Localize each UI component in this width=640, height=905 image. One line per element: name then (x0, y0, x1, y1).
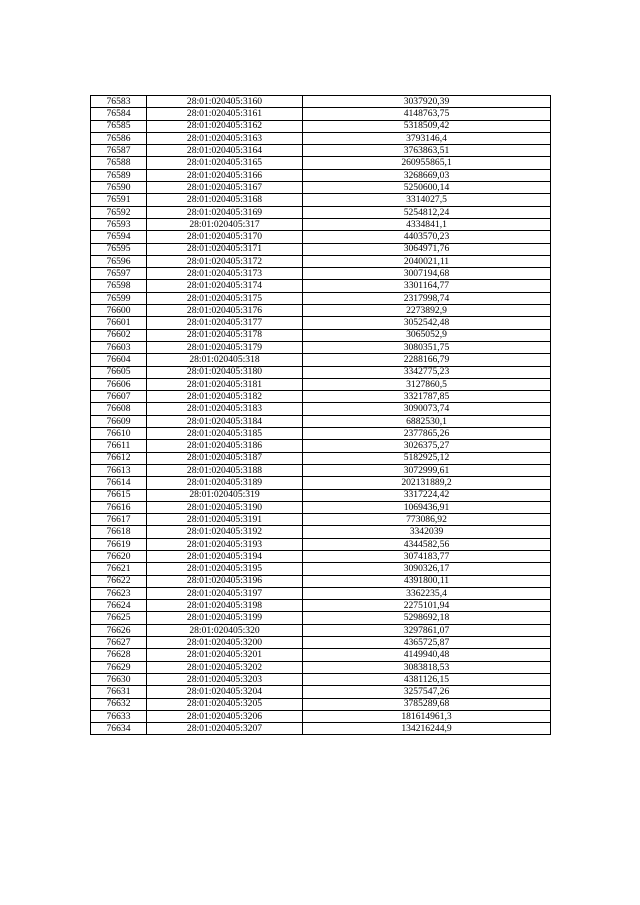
cadastral-number-cell: 28:01:020405:319 (147, 489, 303, 501)
row-number-cell: 76634 (91, 723, 147, 735)
value-cell: 1069436,91 (303, 501, 551, 513)
row-number-cell: 76601 (91, 317, 147, 329)
cadastral-number-cell: 28:01:020405:3186 (147, 440, 303, 452)
table-row (91, 649, 551, 661)
cadastral-number-cell: 28:01:020405:3194 (147, 550, 303, 562)
table-row (91, 686, 551, 698)
cadastral-number-cell: 28:01:020405:3165 (147, 157, 303, 169)
value-cell: 4334841,1 (303, 218, 551, 230)
value-cell: 4365725,87 (303, 637, 551, 649)
table-row (91, 428, 551, 440)
table-row (91, 403, 551, 415)
cadastral-number-cell: 28:01:020405:3185 (147, 428, 303, 440)
value-cell: 3321787,85 (303, 391, 551, 403)
row-number-cell: 76628 (91, 649, 147, 661)
value-cell: 2273892,9 (303, 305, 551, 317)
table-row (91, 280, 551, 292)
value-cell: 6882530,1 (303, 415, 551, 427)
value-cell: 3080351,75 (303, 341, 551, 353)
value-cell: 2288166,79 (303, 354, 551, 366)
value-cell: 3342775,23 (303, 366, 551, 378)
cadastral-number-cell: 28:01:020405:3178 (147, 329, 303, 341)
row-number-cell: 76605 (91, 366, 147, 378)
row-number-cell: 76595 (91, 243, 147, 255)
row-number-cell: 76600 (91, 305, 147, 317)
value-cell: 3268669,03 (303, 169, 551, 181)
cadastral-number-cell: 28:01:020405:3192 (147, 526, 303, 538)
table-row (91, 501, 551, 513)
cadastral-number-cell: 28:01:020405:3198 (147, 600, 303, 612)
table-row (91, 378, 551, 390)
cadastral-number-cell: 28:01:020405:3189 (147, 477, 303, 489)
value-cell: 4344582,56 (303, 538, 551, 550)
value-cell: 3793146,4 (303, 132, 551, 144)
value-cell: 3342039 (303, 526, 551, 538)
cadastral-number-cell: 28:01:020405:3173 (147, 268, 303, 280)
row-number-cell: 76629 (91, 661, 147, 673)
cadastral-number-cell: 28:01:020405:3171 (147, 243, 303, 255)
value-cell: 3317224,42 (303, 489, 551, 501)
row-number-cell: 76631 (91, 686, 147, 698)
row-number-cell: 76587 (91, 145, 147, 157)
row-number-cell: 76617 (91, 514, 147, 526)
row-number-cell: 76614 (91, 477, 147, 489)
value-cell: 181614961,3 (303, 710, 551, 722)
value-cell: 3026375,27 (303, 440, 551, 452)
value-cell: 4381126,15 (303, 673, 551, 685)
row-number-cell: 76604 (91, 354, 147, 366)
value-cell: 2040021,11 (303, 255, 551, 267)
value-cell: 3297861,07 (303, 624, 551, 636)
table-row (91, 243, 551, 255)
value-cell: 3083818,53 (303, 661, 551, 673)
value-cell: 3785289,68 (303, 698, 551, 710)
value-cell: 3362235,4 (303, 587, 551, 599)
cadastral-number-cell: 28:01:020405:317 (147, 218, 303, 230)
table-row (91, 538, 551, 550)
row-number-cell: 76594 (91, 231, 147, 243)
table-row (91, 108, 551, 120)
cadastral-number-cell: 28:01:020405:3184 (147, 415, 303, 427)
cadastral-number-cell: 28:01:020405:3167 (147, 182, 303, 194)
cadastral-number-cell: 28:01:020405:3181 (147, 378, 303, 390)
value-cell: 2275101,94 (303, 600, 551, 612)
value-cell: 3052542,48 (303, 317, 551, 329)
row-number-cell: 76591 (91, 194, 147, 206)
value-cell: 2377865,26 (303, 428, 551, 440)
cadastral-number-cell: 28:01:020405:3201 (147, 649, 303, 661)
row-number-cell: 76621 (91, 563, 147, 575)
row-number-cell: 76592 (91, 206, 147, 218)
table-row (91, 218, 551, 230)
value-cell: 3065052,9 (303, 329, 551, 341)
value-cell: 4391800,11 (303, 575, 551, 587)
row-number-cell: 76606 (91, 378, 147, 390)
row-number-cell: 76589 (91, 169, 147, 181)
cadastral-number-cell: 28:01:020405:3175 (147, 292, 303, 304)
row-number-cell: 76602 (91, 329, 147, 341)
table-row (91, 489, 551, 501)
row-number-cell: 76612 (91, 452, 147, 464)
table-row (91, 464, 551, 476)
value-cell: 3007194,68 (303, 268, 551, 280)
table-row (91, 169, 551, 181)
cadastral-number-cell: 28:01:020405:320 (147, 624, 303, 636)
value-cell: 3301164,77 (303, 280, 551, 292)
row-number-cell: 76627 (91, 637, 147, 649)
table-row (91, 268, 551, 280)
row-number-cell: 76611 (91, 440, 147, 452)
table-row (91, 317, 551, 329)
row-number-cell: 76588 (91, 157, 147, 169)
cadastral-number-cell: 28:01:020405:3182 (147, 391, 303, 403)
cadastral-number-cell: 28:01:020405:3199 (147, 612, 303, 624)
row-number-cell: 76590 (91, 182, 147, 194)
table-row (91, 354, 551, 366)
row-number-cell: 76613 (91, 464, 147, 476)
value-cell: 3064971,76 (303, 243, 551, 255)
cadastral-number-cell: 28:01:020405:3203 (147, 673, 303, 685)
table-row (91, 96, 551, 108)
value-cell: 4403570,23 (303, 231, 551, 243)
row-number-cell: 76615 (91, 489, 147, 501)
value-cell: 3037920,39 (303, 96, 551, 108)
cadastral-number-cell: 28:01:020405:3207 (147, 723, 303, 735)
table-row (91, 292, 551, 304)
row-number-cell: 76599 (91, 292, 147, 304)
cadastral-number-cell: 28:01:020405:3160 (147, 96, 303, 108)
cadastral-number-cell: 28:01:020405:3166 (147, 169, 303, 181)
table-row (91, 563, 551, 575)
table-row (91, 550, 551, 562)
row-number-cell: 76596 (91, 255, 147, 267)
table-row (91, 514, 551, 526)
value-cell: 3314027,5 (303, 194, 551, 206)
cadastral-number-cell: 28:01:020405:3205 (147, 698, 303, 710)
cadastral-number-cell: 28:01:020405:3168 (147, 194, 303, 206)
row-number-cell: 76630 (91, 673, 147, 685)
table-row (91, 255, 551, 267)
value-cell: 773086,92 (303, 514, 551, 526)
table-row (91, 661, 551, 673)
cadastral-number-cell: 28:01:020405:3169 (147, 206, 303, 218)
row-number-cell: 76625 (91, 612, 147, 624)
cadastral-number-cell: 28:01:020405:3172 (147, 255, 303, 267)
table-row (91, 132, 551, 144)
value-cell: 3257547,26 (303, 686, 551, 698)
cadastral-number-cell: 28:01:020405:3204 (147, 686, 303, 698)
row-number-cell: 76624 (91, 600, 147, 612)
row-number-cell: 76586 (91, 132, 147, 144)
table-row (91, 415, 551, 427)
cadastral-number-cell: 28:01:020405:3176 (147, 305, 303, 317)
cadastral-number-cell: 28:01:020405:3197 (147, 587, 303, 599)
table-row (91, 673, 551, 685)
cadastral-number-cell: 28:01:020405:3200 (147, 637, 303, 649)
cadastral-number-cell: 28:01:020405:3191 (147, 514, 303, 526)
cadastral-number-cell: 28:01:020405:3180 (147, 366, 303, 378)
row-number-cell: 76593 (91, 218, 147, 230)
cadastral-number-cell: 28:01:020405:3202 (147, 661, 303, 673)
row-number-cell: 76608 (91, 403, 147, 415)
table-row (91, 194, 551, 206)
value-cell: 4149940,48 (303, 649, 551, 661)
row-number-cell: 76610 (91, 428, 147, 440)
table-row (91, 612, 551, 624)
cadastral-value-table (90, 95, 551, 735)
table-row (91, 305, 551, 317)
cadastral-number-cell: 28:01:020405:3174 (147, 280, 303, 292)
value-cell: 5298692,18 (303, 612, 551, 624)
table-row (91, 452, 551, 464)
table-row (91, 698, 551, 710)
table-row (91, 391, 551, 403)
table-row (91, 157, 551, 169)
table-row (91, 231, 551, 243)
row-number-cell: 76607 (91, 391, 147, 403)
value-cell: 3090326,17 (303, 563, 551, 575)
table-row (91, 587, 551, 599)
table-row (91, 120, 551, 132)
cadastral-number-cell: 28:01:020405:3183 (147, 403, 303, 415)
cadastral-number-cell: 28:01:020405:3163 (147, 132, 303, 144)
row-number-cell: 76622 (91, 575, 147, 587)
row-number-cell: 76619 (91, 538, 147, 550)
table-body (91, 96, 551, 735)
row-number-cell: 76632 (91, 698, 147, 710)
table-row (91, 366, 551, 378)
value-cell: 3090073,74 (303, 403, 551, 415)
table-row (91, 440, 551, 452)
row-number-cell: 76633 (91, 710, 147, 722)
value-cell: 5182925,12 (303, 452, 551, 464)
table-row (91, 329, 551, 341)
row-number-cell: 76584 (91, 108, 147, 120)
cadastral-number-cell: 28:01:020405:3188 (147, 464, 303, 476)
row-number-cell: 76597 (91, 268, 147, 280)
table-row (91, 477, 551, 489)
table-row (91, 526, 551, 538)
cadastral-number-cell: 28:01:020405:3193 (147, 538, 303, 550)
cadastral-number-cell: 28:01:020405:3177 (147, 317, 303, 329)
table-row (91, 182, 551, 194)
value-cell: 3072999,61 (303, 464, 551, 476)
cadastral-number-cell: 28:01:020405:3162 (147, 120, 303, 132)
value-cell: 134216244,9 (303, 723, 551, 735)
value-cell: 5318509,42 (303, 120, 551, 132)
table-row (91, 710, 551, 722)
row-number-cell: 76616 (91, 501, 147, 513)
value-cell: 3074183,77 (303, 550, 551, 562)
table-row (91, 341, 551, 353)
value-cell: 3763863,51 (303, 145, 551, 157)
table-row (91, 575, 551, 587)
cadastral-number-cell: 28:01:020405:318 (147, 354, 303, 366)
value-cell: 3127860,5 (303, 378, 551, 390)
row-number-cell: 76603 (91, 341, 147, 353)
table-row (91, 206, 551, 218)
row-number-cell: 76585 (91, 120, 147, 132)
row-number-cell: 76583 (91, 96, 147, 108)
cadastral-number-cell: 28:01:020405:3190 (147, 501, 303, 513)
value-cell: 5250600,14 (303, 182, 551, 194)
cadastral-number-cell: 28:01:020405:3164 (147, 145, 303, 157)
value-cell: 202131889,2 (303, 477, 551, 489)
row-number-cell: 76626 (91, 624, 147, 636)
row-number-cell: 76620 (91, 550, 147, 562)
cadastral-number-cell: 28:01:020405:3196 (147, 575, 303, 587)
cadastral-number-cell: 28:01:020405:3179 (147, 341, 303, 353)
value-cell: 5254812,24 (303, 206, 551, 218)
row-number-cell: 76623 (91, 587, 147, 599)
table-row (91, 600, 551, 612)
table-row (91, 723, 551, 735)
value-cell: 2317998,74 (303, 292, 551, 304)
row-number-cell: 76618 (91, 526, 147, 538)
row-number-cell: 76609 (91, 415, 147, 427)
table-row (91, 624, 551, 636)
value-cell: 260955865,1 (303, 157, 551, 169)
cadastral-number-cell: 28:01:020405:3170 (147, 231, 303, 243)
cadastral-number-cell: 28:01:020405:3195 (147, 563, 303, 575)
value-cell: 4148763,75 (303, 108, 551, 120)
cadastral-number-cell: 28:01:020405:3187 (147, 452, 303, 464)
cadastral-number-cell: 28:01:020405:3161 (147, 108, 303, 120)
table-row (91, 145, 551, 157)
cadastral-number-cell: 28:01:020405:3206 (147, 710, 303, 722)
table-row (91, 637, 551, 649)
row-number-cell: 76598 (91, 280, 147, 292)
